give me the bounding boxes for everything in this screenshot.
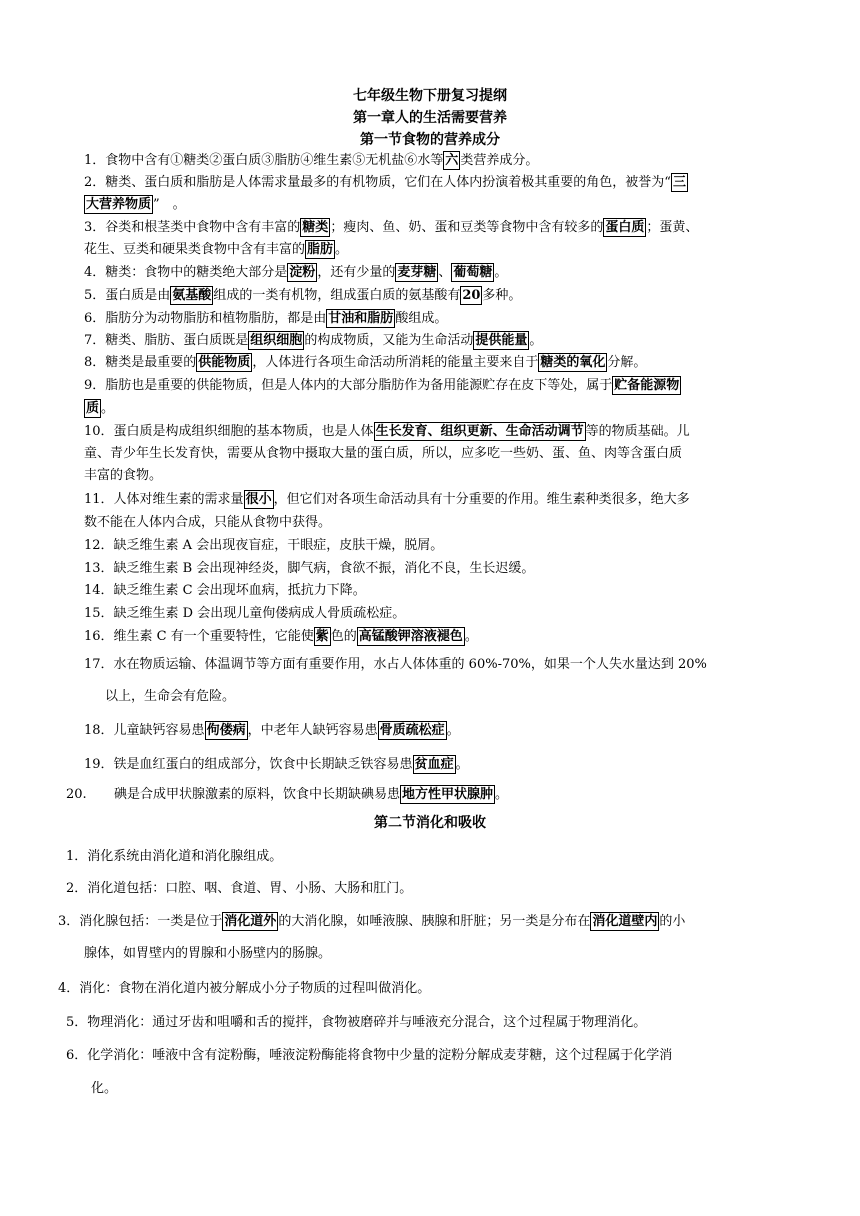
list-item-continued: 大营养物质 ” 。 <box>86 197 186 212</box>
list-item: 9．脂肪也是重要的供能物质，但是人体内的大部分脂肪作为备用能源贮存在皮下等处，属于 贮备能源物 <box>84 378 680 393</box>
answer-box: 高锰酸钾溶液褪色 <box>358 629 463 644</box>
list-item: 1．食物中含有①糖类②蛋白质③脂肪④维生素⑤无机盐⑥水等 六 类营养成分。 <box>84 153 539 168</box>
answer-box: 质 <box>86 401 100 416</box>
answer-box: 脂肪 <box>307 242 334 257</box>
list-item: 17．水在物质运输、体温调节等方面有重要作用，水占人体体重的 60%-70%，如果一个人失水量达到 20% <box>84 657 707 672</box>
answer-box: 贮备能源物 <box>614 378 680 393</box>
list-item: 6．化学消化：唾液中含有淀粉酶，唾液淀粉酶能将食物中少量的淀粉分解成麦芽糖，这个过程属于化学消 <box>66 1048 673 1063</box>
list-item: 5．物理消化：通过牙齿和咀嚼和舌的搅拌，食物被磨碎并与唾液充分混合，这个过程属于物理消化。 <box>66 1015 647 1030</box>
list-item: 10．蛋白质是构成组织细胞的基本物质，也是人体 生长发育、组织更新、生命活动调节 等的物质基础。儿 <box>84 424 690 439</box>
answer-box: 葡萄糖 <box>453 265 493 280</box>
list-item: 18．儿童缺钙容易患 佝偻病 ，中老年人缺钙容易患 骨质疏松症 。 <box>84 723 460 738</box>
chapter-title: 第一章人的生活需要营养 <box>353 110 507 126</box>
answer-box: 淀粉 <box>289 265 316 280</box>
answer-box: 六 <box>445 153 459 168</box>
list-item: 15．缺乏维生素 D 会出现儿童佝偻病成人骨质疏松症。 <box>84 606 406 621</box>
answer-box: 地方性甲状腺肿 <box>402 787 494 802</box>
answer-box: 贫血症 <box>414 757 454 772</box>
list-item: 5．蛋白质是由 氨基酸 组成的一类有机物，组成蛋白质的氨基酸有 20 多种。 <box>84 288 522 303</box>
list-item: 4．消化：食物在消化道内被分解成小分子物质的过程叫做消化。 <box>58 981 431 996</box>
list-item: 8．糖类是最重要的 供能物质 ，人体进行各项生命活动所消耗的能量主要来自于 糖类的氧化 分解。 <box>84 355 647 370</box>
list-item: 12．缺乏维生素 A 会出现夜盲症，干眼症，皮肤干燥，脱屑。 <box>84 538 444 553</box>
answer-box: 甘油和脂肪 <box>328 311 394 326</box>
answer-box: 生长发育、组织更新、生命活动调节 <box>375 424 584 439</box>
answer-box: 组织细胞 <box>250 333 303 348</box>
answer-box: 提供能量 <box>475 333 528 348</box>
document-title: 七年级生物下册复习提纲 <box>353 88 507 104</box>
answer-box: 麦芽糖 <box>397 265 437 280</box>
list-item-continued: 化。 <box>91 1081 118 1096</box>
list-item: 2．消化道包括：口腔、咽、食道、胃、小肠、大肠和肛门。 <box>66 881 413 896</box>
list-item-continued: 以上，生命会有危险。 <box>105 689 236 704</box>
list-item: 20. 碘是合成甲状腺激素的原料，饮食中长期缺碘易患 地方性甲状腺肿 。 <box>66 787 509 802</box>
list-item: 1．消化系统由消化道和消化腺组成。 <box>66 849 283 864</box>
answer-box: 氨基酸 <box>172 288 212 303</box>
answer-box: 三 <box>672 175 686 190</box>
answer-box: 糖类 <box>302 220 329 235</box>
list-item-continued: 腺体，如胃壁内的胃腺和小肠壁内的肠腺。 <box>84 946 332 961</box>
answer-box: 糖类的氧化 <box>540 355 606 370</box>
list-item: 4．糖类：食物中的糖类绝大部分是 淀粉 ，还有少量的 麦芽糖 、 葡萄糖 。 <box>84 265 508 280</box>
answer-box: 蛋白质 <box>605 220 645 235</box>
answer-box: 大营养物质 <box>86 197 152 212</box>
answer-box: 消化道壁内 <box>592 914 658 929</box>
list-item-continued: 童、青少年生长发育快，需要从食物中摄取大量的蛋白质，所以，应多吃一些奶、蛋、鱼、肉等含蛋白质 <box>84 446 683 461</box>
list-item-continued: 花生、豆类和硬果类食物中含有丰富的 脂肪 。 <box>84 242 349 257</box>
answer-box: 20 <box>462 288 481 303</box>
list-item: 11．人体对维生素的需求量 很小 ，但它们对各项生命活动具有十分重要的作用。维生素种类很多，绝大多 <box>84 492 690 507</box>
answer-box: 消化道外 <box>224 914 277 929</box>
answer-box: 很小 <box>245 492 272 507</box>
section-title-2: 第二节消化和吸收 <box>374 815 486 831</box>
list-item: 14．缺乏维生素 C 会出现坏血病，抵抗力下降。 <box>84 583 366 598</box>
list-item: 7．糖类、脂肪、蛋白质既是 组织细胞 的构成物质，又能为生命活动 提供能量 。 <box>84 333 543 348</box>
answer-box: 佝偻病 <box>206 723 246 738</box>
list-item: 2．糖类、蛋白质和脂肪是人体需求量最多的有机物质，它们在人体内扮演着极其重要的角色，被誉为“ 三 <box>84 175 686 190</box>
list-item: 16．维生素 C 有一个重要特性，它能使 紫 色的 高锰酸钾溶液褪色 。 <box>84 629 478 644</box>
answer-box: 骨质疏松症 <box>379 723 445 738</box>
list-item: 3．消化腺包括：一类是位于 消化道外 的大消化腺，如唾液腺、胰腺和肝脏；另一类是分布在 消化道壁内 的小 <box>58 914 686 929</box>
list-item: 3．谷类和根茎类中食物中含有丰富的 糖类 ；瘦肉、鱼、奶、蛋和豆类等食物中含有较多的 蛋白质 ；蛋黄、 <box>84 220 699 235</box>
list-item: 13．缺乏维生素 B 会出现神经炎，脚气病，食欲不振，消化不良，生长迟缓。 <box>84 561 535 576</box>
list-item-continued: 丰富的食物。 <box>84 468 163 483</box>
answer-box: 紫 <box>315 629 329 644</box>
list-item-continued: 数不能在人体内合成，只能从食物中获得。 <box>84 515 332 530</box>
list-item: 6．脂肪分为动物脂肪和植物脂肪，都是由 甘油和脂肪 酸组成。 <box>84 311 448 326</box>
list-item-continued: 质 。 <box>86 401 115 416</box>
list-item: 19．铁是血红蛋白的组成部分，饮食中长期缺乏铁容易患 贫血症 。 <box>84 757 469 772</box>
section-title-1: 第一节食物的营养成分 <box>360 132 500 148</box>
answer-box: 供能物质 <box>198 355 251 370</box>
